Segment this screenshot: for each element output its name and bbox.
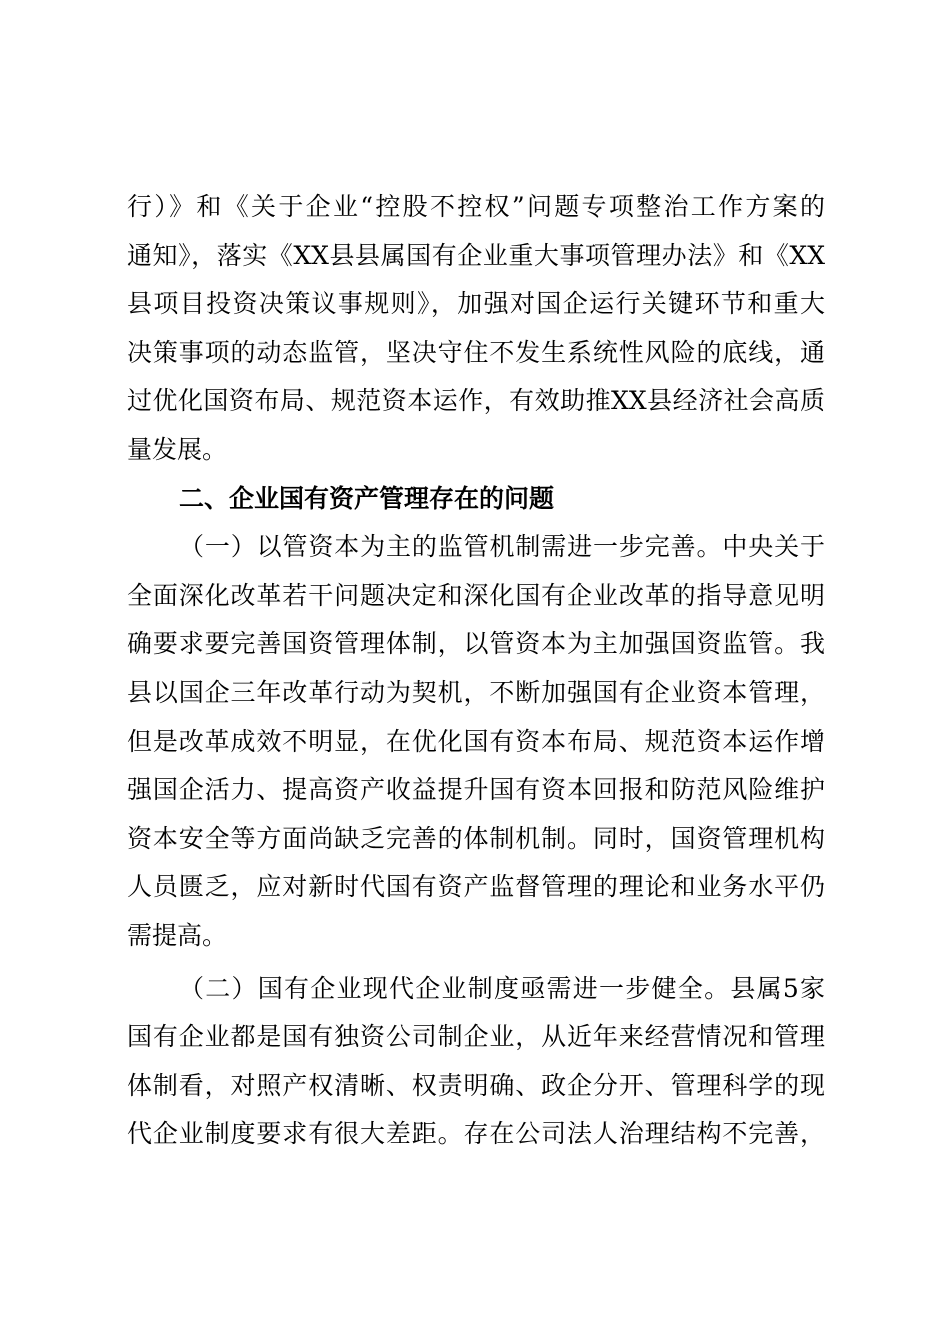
text-line: 全面深化改革若干问题决定和深化国有企业改革的指导意见明 (127, 580, 825, 610)
text-line: 确要求要完善国资管理体制，以管资本为主加强国资监管。我 (127, 629, 825, 659)
paragraph (127, 188, 825, 480)
text-line: 但是改革成效不明显，在优化国有资本布局、规范资本运作增 (127, 726, 825, 756)
text-line: 量发展。 (127, 434, 228, 464)
paragraph (127, 528, 825, 965)
text-line: 国有企业都是国有独资公司制企业，从近年来经营情况和管理 (127, 1022, 825, 1052)
text-line: （二）国有企业现代企业制度亟需进一步健全。县属5家 (179, 973, 825, 1003)
text-line: 资本安全等方面尚缺乏完善的体制机制。同时，国资管理机构 (127, 823, 825, 853)
text-line: 强国企活力、提高资产收益提升国有资本回报和防范风险维护 (127, 775, 825, 805)
text-line: 过优化国资布局、规范资本运作，有效助推XX县经济社会高质 (127, 386, 825, 416)
text-line: 代企业制度要求有很大差距。存在公司法人治理结构不完善， (127, 1119, 825, 1149)
text-line: 人员匮乏，应对新时代国有资产监督管理的理论和业务水平仍 (127, 872, 825, 902)
document-page (127, 188, 825, 1164)
text-line: 决策事项的动态监管，坚决守住不发生系统性风险的底线，通 (127, 337, 825, 367)
text-line: 县以国企三年改革行动为契机，不断加强国有企业资本管理， (127, 677, 825, 707)
text-line: 体制看，对照产权清晰、权责明确、政企分开、管理科学的现 (127, 1070, 825, 1100)
text-line: 通知》，落实《XX县县属国有企业重大事项管理办法》和《XX (127, 240, 825, 270)
text-line: 行）》和《关于企业“控股不控权”问题专项整治工作方案的 (127, 192, 825, 221)
section-heading (127, 480, 825, 529)
text-line: 需提高。 (127, 920, 228, 950)
paragraph (127, 970, 825, 1164)
text-line: 二、企业国有资产管理存在的问题 (179, 483, 555, 513)
text-line: 县项目投资决策议事规则》，加强对国企运行关键环节和重大 (127, 289, 825, 319)
text-line: （一）以管资本为主的监管机制需进一步完善。中央关于 (179, 532, 825, 562)
